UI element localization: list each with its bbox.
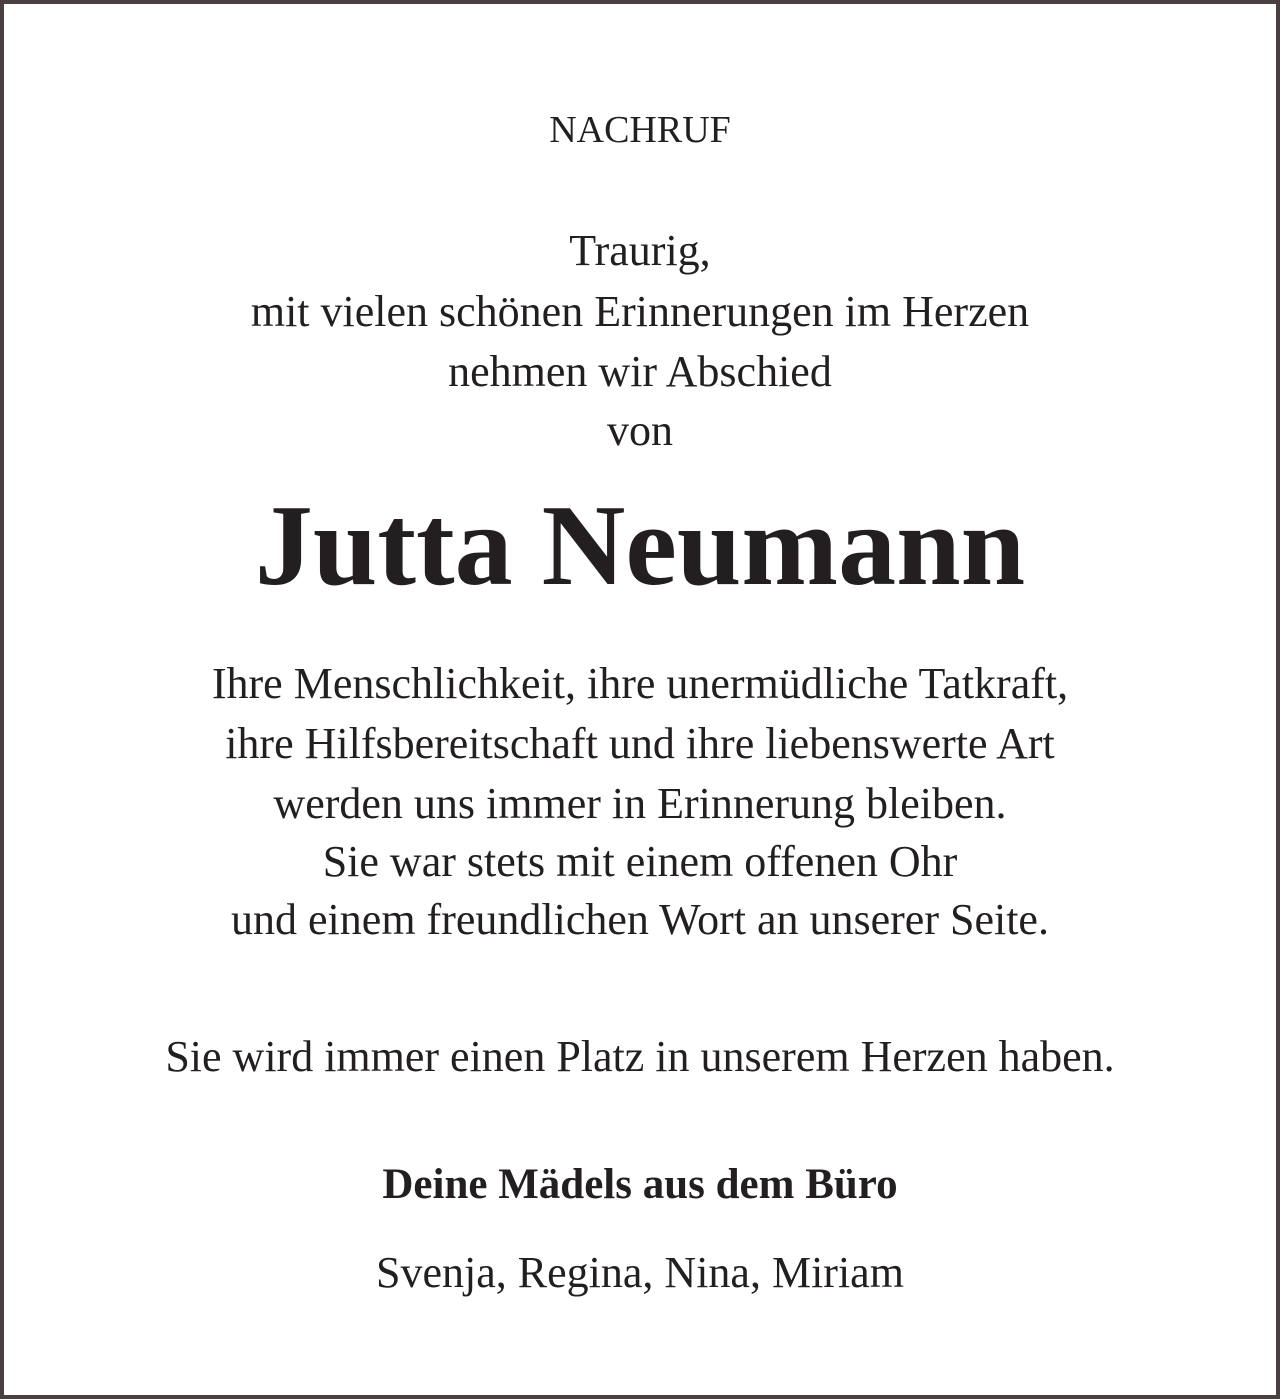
obituary-heading: NACHRUF	[549, 109, 731, 151]
intro-line: nehmen wir Abschied	[448, 347, 832, 396]
tribute-line: werden uns immer in Erinnerung bleiben.	[273, 779, 1007, 828]
tribute-line: Ihre Menschlichkeit, ihre unermüdliche Tatkraft,	[211, 659, 1069, 708]
intro-line: von	[607, 406, 673, 455]
signature: Deine Mädels aus dem Büro	[382, 1161, 898, 1208]
deceased-name: Jutta Neumann	[254, 482, 1026, 610]
tribute-line: ihre Hilfsbereitschaft und ihre liebenswerte Art	[225, 719, 1055, 768]
tribute-line: und einem freundlichen Wort an unserer Seite.	[231, 895, 1049, 944]
tribute-line: Sie war stets mit einem offenen Ohr	[322, 837, 958, 886]
intro-line: Traurig,	[569, 226, 711, 275]
intro-line: mit vielen schönen Erinnerungen im Herzen	[250, 287, 1030, 336]
closing-line: Sie wird immer einen Platz in unserem Herzen haben.	[165, 1032, 1115, 1081]
signatory-names: Svenja, Regina, Nina, Miriam	[376, 1248, 904, 1297]
